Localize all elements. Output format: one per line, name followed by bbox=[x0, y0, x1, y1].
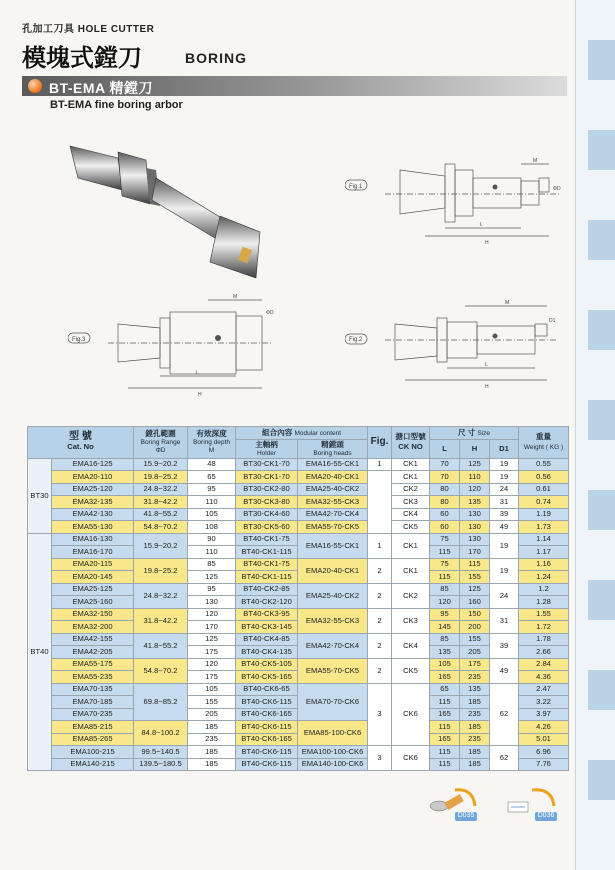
weight-cell: 3.97 bbox=[519, 708, 569, 721]
l-cell: 165 bbox=[430, 708, 460, 721]
holder-cell: BT30-CK2-80 bbox=[236, 483, 298, 496]
depth-cell: 105 bbox=[188, 683, 236, 696]
weight-cell: 1.17 bbox=[519, 546, 569, 559]
l-cell: 65 bbox=[430, 683, 460, 696]
holder-cell: BT40-CK6-115 bbox=[236, 758, 298, 771]
depth-cell: 85 bbox=[188, 558, 236, 571]
header-ck: 搪口型號 CK NO bbox=[392, 427, 430, 459]
header-head: 精鏜頭 Boring heads bbox=[298, 439, 368, 458]
holder-cell: BT40-CK4-85 bbox=[236, 633, 298, 646]
l-cell: 115 bbox=[430, 746, 460, 759]
header-model: 型 號 Cat. No bbox=[28, 427, 134, 459]
d1-cell: 19 bbox=[490, 558, 519, 583]
weight-cell: 6.96 bbox=[519, 746, 569, 759]
depth-cell: 130 bbox=[188, 596, 236, 609]
table-row bbox=[28, 583, 569, 596]
holder-cell: BT40-CK5-165 bbox=[236, 671, 298, 684]
header-weight: 重量 Weight ( KG ) bbox=[519, 427, 569, 459]
head-cell: EMA20-40-CK1 bbox=[298, 558, 368, 583]
cat-no-cell: EMA42-155 bbox=[52, 633, 134, 646]
head-cell: EMA32-55-CK3 bbox=[298, 496, 368, 509]
range-cell: 99.5~140.5 bbox=[134, 746, 188, 759]
ck-cell: CK6 bbox=[392, 683, 430, 746]
banner-title: BT-EMA 精鏜刀 bbox=[49, 80, 154, 96]
weight-cell: 2.84 bbox=[519, 658, 569, 671]
dim-m-label: M bbox=[505, 300, 510, 306]
holder-cell: BT40-CK1-75 bbox=[236, 533, 298, 546]
range-cell: 15.9~20.2 bbox=[134, 533, 188, 558]
head-cell: EMA20-40-CK1 bbox=[298, 471, 368, 484]
table-row bbox=[28, 483, 569, 496]
ck-cell: CK5 bbox=[392, 658, 430, 683]
h-cell: 200 bbox=[460, 621, 490, 634]
page-ref-badge-1: D035 bbox=[455, 812, 477, 821]
weight-cell: 2.66 bbox=[519, 646, 569, 659]
range-cell: 19.8~25.2 bbox=[134, 558, 188, 583]
head-cell: EMA85-100-CK6 bbox=[298, 721, 368, 746]
depth-cell: 90 bbox=[188, 533, 236, 546]
weight-cell: 7.76 bbox=[519, 758, 569, 771]
cat-no-cell: EMA20-110 bbox=[52, 471, 134, 484]
depth-cell: 235 bbox=[188, 733, 236, 746]
l-cell: 75 bbox=[430, 533, 460, 546]
fig-cell: 2 bbox=[368, 658, 392, 683]
dim-m-label: M bbox=[233, 294, 238, 300]
depth-cell: 170 bbox=[188, 621, 236, 634]
table-row bbox=[28, 533, 569, 546]
range-cell: 15.9~20.2 bbox=[134, 458, 188, 471]
l-cell: 85 bbox=[430, 633, 460, 646]
category-label: 孔加工刀具 HOLE CUTTER bbox=[22, 24, 155, 35]
header-d1: D1 bbox=[490, 439, 519, 458]
dim-d-label: ΦD bbox=[553, 186, 561, 192]
d1-cell: 31 bbox=[490, 608, 519, 633]
fig-cell: 1 bbox=[368, 458, 392, 471]
fig-cell: 1 bbox=[368, 533, 392, 558]
weight-cell: 3.22 bbox=[519, 696, 569, 709]
figure-2-drawing bbox=[345, 296, 567, 396]
weight-cell: 0.61 bbox=[519, 483, 569, 496]
table-row bbox=[28, 521, 569, 534]
head-cell: EMA100-100-CK6 bbox=[298, 746, 368, 759]
weight-cell: 1.24 bbox=[519, 571, 569, 584]
h-cell: 130 bbox=[460, 508, 490, 521]
edge-tab bbox=[588, 580, 615, 620]
cat-no-cell: EMA16-170 bbox=[52, 546, 134, 559]
weight-cell: 2.47 bbox=[519, 683, 569, 696]
depth-cell: 110 bbox=[188, 496, 236, 509]
ck-cell: CK3 bbox=[392, 496, 430, 509]
header-combo: 組合內容 Modular content bbox=[236, 427, 368, 440]
ck-cell: CK1 bbox=[392, 558, 430, 583]
dim-d-label: ΦD bbox=[266, 310, 274, 316]
holder-cell: BT30-CK3-80 bbox=[236, 496, 298, 509]
table-row bbox=[28, 471, 569, 484]
holder-cell: BT40-CK6-65 bbox=[236, 683, 298, 696]
cat-no-cell: EMA20-115 bbox=[52, 558, 134, 571]
holder-cell: BT30-CK1-70 bbox=[236, 458, 298, 471]
l-cell: 75 bbox=[430, 558, 460, 571]
holder-cell: BT40-CK2-85 bbox=[236, 583, 298, 596]
ck-cell: CK4 bbox=[392, 633, 430, 658]
header-depth: 有效深度 Boring depth M bbox=[188, 427, 236, 459]
fig-cell: 2 bbox=[368, 608, 392, 633]
h-cell: 185 bbox=[460, 696, 490, 709]
header-size: 尺 寸 Size bbox=[430, 427, 519, 440]
l-cell: 135 bbox=[430, 646, 460, 659]
h-cell: 155 bbox=[460, 633, 490, 646]
depth-cell: 105 bbox=[188, 508, 236, 521]
fig1-label: Fig.1 bbox=[349, 184, 363, 190]
figure-1-drawing bbox=[345, 150, 567, 250]
l-cell: 95 bbox=[430, 608, 460, 621]
weight-cell: 1.55 bbox=[519, 608, 569, 621]
weight-cell: 0.74 bbox=[519, 496, 569, 509]
cat-no-cell: EMA140-215 bbox=[52, 758, 134, 771]
cat-no-cell: EMA70-185 bbox=[52, 696, 134, 709]
l-cell: 145 bbox=[430, 621, 460, 634]
h-cell: 125 bbox=[460, 458, 490, 471]
product-photo bbox=[60, 128, 275, 298]
dim-h-label: H bbox=[485, 240, 489, 246]
cat-no-cell: EMA55-175 bbox=[52, 658, 134, 671]
depth-cell: 125 bbox=[188, 571, 236, 584]
weight-cell: 0.55 bbox=[519, 458, 569, 471]
h-cell: 120 bbox=[460, 483, 490, 496]
depth-cell: 175 bbox=[188, 671, 236, 684]
holder-cell: BT40-CK6-115 bbox=[236, 746, 298, 759]
header-l: L bbox=[430, 439, 460, 458]
holder-cell: BT40-CK4-135 bbox=[236, 646, 298, 659]
table-row bbox=[28, 746, 569, 759]
head-cell: EMA140-100-CK6 bbox=[298, 758, 368, 771]
weight-cell: 1.19 bbox=[519, 508, 569, 521]
ck-cell: CK6 bbox=[392, 746, 430, 771]
cat-no-cell: EMA42-130 bbox=[52, 508, 134, 521]
edge-tab bbox=[588, 670, 615, 710]
spec-table-body bbox=[28, 458, 569, 771]
table-row bbox=[28, 458, 569, 471]
series-cell: BT40 bbox=[28, 533, 52, 771]
cat-no-cell: EMA25-160 bbox=[52, 596, 134, 609]
fig-cell bbox=[368, 471, 392, 534]
h-cell: 130 bbox=[460, 521, 490, 534]
weight-cell: 1.16 bbox=[519, 558, 569, 571]
head-cell: EMA25-40-CK2 bbox=[298, 583, 368, 608]
cat-no-cell: EMA20-145 bbox=[52, 571, 134, 584]
edge-tab bbox=[588, 130, 615, 170]
h-cell: 235 bbox=[460, 733, 490, 746]
d1-cell: 24 bbox=[490, 583, 519, 608]
d1-cell: 19 bbox=[490, 458, 519, 471]
cat-no-cell: EMA32-200 bbox=[52, 621, 134, 634]
dim-l-label: L bbox=[480, 222, 483, 228]
depth-cell: 110 bbox=[188, 546, 236, 559]
cat-no-cell: EMA85-265 bbox=[52, 733, 134, 746]
range-cell: 41.8~55.2 bbox=[134, 508, 188, 521]
header-holder: 主軸柄 Holder bbox=[236, 439, 298, 458]
holder-cell: BT40-CK5-105 bbox=[236, 658, 298, 671]
ck-cell: CK4 bbox=[392, 508, 430, 521]
table-row bbox=[28, 721, 569, 734]
l-cell: 60 bbox=[430, 508, 460, 521]
depth-cell: 120 bbox=[188, 608, 236, 621]
l-cell: 80 bbox=[430, 483, 460, 496]
header-h: H bbox=[460, 439, 490, 458]
l-cell: 165 bbox=[430, 733, 460, 746]
d1-cell: 49 bbox=[490, 521, 519, 534]
h-cell: 175 bbox=[460, 658, 490, 671]
holder-cell: BT40-CK1-75 bbox=[236, 558, 298, 571]
series-cell: BT30 bbox=[28, 458, 52, 533]
depth-cell: 120 bbox=[188, 658, 236, 671]
depth-cell: 95 bbox=[188, 583, 236, 596]
fig-cell: 3 bbox=[368, 746, 392, 771]
header-fig: Fig. bbox=[368, 427, 392, 459]
h-cell: 205 bbox=[460, 646, 490, 659]
ck-cell: CK3 bbox=[392, 608, 430, 633]
depth-cell: 155 bbox=[188, 696, 236, 709]
d1-cell: 62 bbox=[490, 683, 519, 746]
h-cell: 135 bbox=[460, 496, 490, 509]
cat-no-cell: EMA16-125 bbox=[52, 458, 134, 471]
head-cell: EMA16-55-CK1 bbox=[298, 533, 368, 558]
header-range: 鏜孔範圍 Boring Range ΦD bbox=[134, 427, 188, 459]
h-cell: 235 bbox=[460, 671, 490, 684]
d1-cell: 19 bbox=[490, 471, 519, 484]
figure-3-drawing bbox=[68, 290, 290, 400]
ck-cell: CK1 bbox=[392, 471, 430, 484]
spec-table bbox=[27, 426, 569, 771]
l-cell: 115 bbox=[430, 546, 460, 559]
h-cell: 185 bbox=[460, 746, 490, 759]
table-row bbox=[28, 758, 569, 771]
head-cell: EMA25-40-CK2 bbox=[298, 483, 368, 496]
fig3-label: Fig.3 bbox=[72, 337, 86, 343]
head-cell: EMA55-70-CK5 bbox=[298, 521, 368, 534]
range-cell: 54.8~70.2 bbox=[134, 658, 188, 683]
ck-cell: CK5 bbox=[392, 521, 430, 534]
holder-cell: BT40-CK3-145 bbox=[236, 621, 298, 634]
h-cell: 130 bbox=[460, 533, 490, 546]
depth-cell: 48 bbox=[188, 458, 236, 471]
cat-no-cell: EMA25-120 bbox=[52, 483, 134, 496]
l-cell: 120 bbox=[430, 596, 460, 609]
edge-tab bbox=[588, 400, 615, 440]
dim-l-label: L bbox=[485, 362, 488, 368]
weight-cell: 1.72 bbox=[519, 621, 569, 634]
cat-no-cell: EMA16-130 bbox=[52, 533, 134, 546]
d1-cell: 39 bbox=[490, 508, 519, 521]
h-cell: 150 bbox=[460, 608, 490, 621]
d1-cell: 49 bbox=[490, 658, 519, 683]
edge-tab bbox=[588, 490, 615, 530]
section-banner bbox=[22, 76, 567, 96]
bullet-icon bbox=[28, 79, 42, 93]
range-cell: 69.8~85.2 bbox=[134, 683, 188, 721]
edge-tab bbox=[588, 310, 615, 350]
d1-cell: 39 bbox=[490, 633, 519, 658]
h-cell: 135 bbox=[460, 683, 490, 696]
page-subtitle: BORING bbox=[185, 50, 247, 66]
holder-cell: BT30-CK4-60 bbox=[236, 508, 298, 521]
cat-no-cell: EMA70-135 bbox=[52, 683, 134, 696]
holder-cell: BT30-CK1-70 bbox=[236, 471, 298, 484]
cat-no-cell: EMA85-215 bbox=[52, 721, 134, 734]
h-cell: 110 bbox=[460, 471, 490, 484]
holder-cell: BT40-CK1-115 bbox=[236, 546, 298, 559]
head-cell: EMA32-55-CK3 bbox=[298, 608, 368, 633]
range-cell: 41.8~55.2 bbox=[134, 633, 188, 658]
range-cell: 31.8~42.2 bbox=[134, 496, 188, 509]
cat-no-cell: EMA55-130 bbox=[52, 521, 134, 534]
ck-cell: CK1 bbox=[392, 458, 430, 471]
h-cell: 115 bbox=[460, 558, 490, 571]
l-cell: 80 bbox=[430, 496, 460, 509]
h-cell: 185 bbox=[460, 758, 490, 771]
depth-cell: 185 bbox=[188, 758, 236, 771]
head-cell: EMA70-70-CK6 bbox=[298, 683, 368, 721]
weight-cell: 4.36 bbox=[519, 671, 569, 684]
holder-cell: BT40-CK6-115 bbox=[236, 721, 298, 734]
dim-h-label: H bbox=[485, 384, 489, 390]
l-cell: 70 bbox=[430, 458, 460, 471]
weight-cell: 4.26 bbox=[519, 721, 569, 734]
l-cell: 70 bbox=[430, 471, 460, 484]
cat-no-cell: EMA55-235 bbox=[52, 671, 134, 684]
l-cell: 105 bbox=[430, 658, 460, 671]
d1-cell: 24 bbox=[490, 483, 519, 496]
weight-cell: 5.01 bbox=[519, 733, 569, 746]
range-cell: 31.8~42.2 bbox=[134, 608, 188, 633]
h-cell: 125 bbox=[460, 583, 490, 596]
depth-cell: 175 bbox=[188, 646, 236, 659]
l-cell: 165 bbox=[430, 671, 460, 684]
cat-no-cell: EMA100-215 bbox=[52, 746, 134, 759]
range-cell: 54.8~70.2 bbox=[134, 521, 188, 534]
head-cell: EMA42-70-CK4 bbox=[298, 633, 368, 658]
dim-h-label: H bbox=[198, 392, 202, 398]
holder-cell: BT40-CK1-115 bbox=[236, 571, 298, 584]
dim-d1-label: D1 bbox=[549, 318, 556, 324]
l-cell: 115 bbox=[430, 721, 460, 734]
product-description: BT-EMA fine boring arbor bbox=[50, 99, 183, 111]
h-cell: 170 bbox=[460, 546, 490, 559]
weight-cell: 1.14 bbox=[519, 533, 569, 546]
fig-cell: 3 bbox=[368, 683, 392, 746]
d1-cell: 62 bbox=[490, 746, 519, 771]
ck-cell: CK1 bbox=[392, 533, 430, 558]
l-cell: 60 bbox=[430, 521, 460, 534]
holder-cell: BT40-CK3-95 bbox=[236, 608, 298, 621]
l-cell: 115 bbox=[430, 571, 460, 584]
weight-cell: 1.78 bbox=[519, 633, 569, 646]
h-cell: 160 bbox=[460, 596, 490, 609]
fig-cell: 2 bbox=[368, 633, 392, 658]
head-cell: EMA42-70-CK4 bbox=[298, 508, 368, 521]
edge-tab bbox=[588, 40, 615, 80]
ck-cell: CK2 bbox=[392, 483, 430, 496]
page-ref-badge-2: D036 bbox=[535, 812, 557, 821]
range-cell: 24.8~32.2 bbox=[134, 483, 188, 496]
depth-cell: 95 bbox=[188, 483, 236, 496]
weight-cell: 1.2 bbox=[519, 583, 569, 596]
l-cell: 85 bbox=[430, 583, 460, 596]
weight-cell: 0.56 bbox=[519, 471, 569, 484]
table-row bbox=[28, 496, 569, 509]
weight-cell: 1.73 bbox=[519, 521, 569, 534]
fig-cell: 2 bbox=[368, 583, 392, 608]
range-cell: 84.8~100.2 bbox=[134, 721, 188, 746]
cat-no-cell: EMA25-125 bbox=[52, 583, 134, 596]
edge-tab bbox=[588, 220, 615, 260]
holder-cell: BT40-CK6-115 bbox=[236, 696, 298, 709]
range-cell: 139.5~180.5 bbox=[134, 758, 188, 771]
holder-cell: BT30-CK5-60 bbox=[236, 521, 298, 534]
holder-cell: BT40-CK2-120 bbox=[236, 596, 298, 609]
fig2-label: Fig.2 bbox=[349, 337, 363, 343]
depth-cell: 185 bbox=[188, 721, 236, 734]
head-cell: EMA16-55-CK1 bbox=[298, 458, 368, 471]
fig-cell: 2 bbox=[368, 558, 392, 583]
table-row bbox=[28, 558, 569, 571]
l-cell: 115 bbox=[430, 758, 460, 771]
depth-cell: 65 bbox=[188, 471, 236, 484]
ck-cell: CK2 bbox=[392, 583, 430, 608]
table-row bbox=[28, 633, 569, 646]
edge-tab bbox=[588, 760, 615, 800]
d1-cell: 19 bbox=[490, 533, 519, 558]
page-title: 模塊式鏜刀 bbox=[22, 45, 142, 72]
holder-cell: BT40-CK6-165 bbox=[236, 733, 298, 746]
cat-no-cell: EMA32-150 bbox=[52, 608, 134, 621]
head-cell: EMA55-70-CK5 bbox=[298, 658, 368, 683]
dim-m-label: M bbox=[533, 158, 538, 164]
table-row bbox=[28, 508, 569, 521]
depth-cell: 125 bbox=[188, 633, 236, 646]
h-cell: 185 bbox=[460, 721, 490, 734]
cat-no-cell: EMA70-235 bbox=[52, 708, 134, 721]
h-cell: 235 bbox=[460, 708, 490, 721]
dim-l-label: L bbox=[196, 370, 199, 376]
depth-cell: 185 bbox=[188, 746, 236, 759]
table-row bbox=[28, 658, 569, 671]
depth-cell: 205 bbox=[188, 708, 236, 721]
cat-no-cell: EMA42-205 bbox=[52, 646, 134, 659]
range-cell: 19.8~25.2 bbox=[134, 471, 188, 484]
depth-cell: 108 bbox=[188, 521, 236, 534]
range-cell: 24.8~32.2 bbox=[134, 583, 188, 608]
holder-cell: BT40-CK6-165 bbox=[236, 708, 298, 721]
h-cell: 155 bbox=[460, 571, 490, 584]
d1-cell: 31 bbox=[490, 496, 519, 509]
l-cell: 115 bbox=[430, 696, 460, 709]
table-row bbox=[28, 683, 569, 696]
table-row bbox=[28, 608, 569, 621]
weight-cell: 1.28 bbox=[519, 596, 569, 609]
cat-no-cell: EMA32-135 bbox=[52, 496, 134, 509]
